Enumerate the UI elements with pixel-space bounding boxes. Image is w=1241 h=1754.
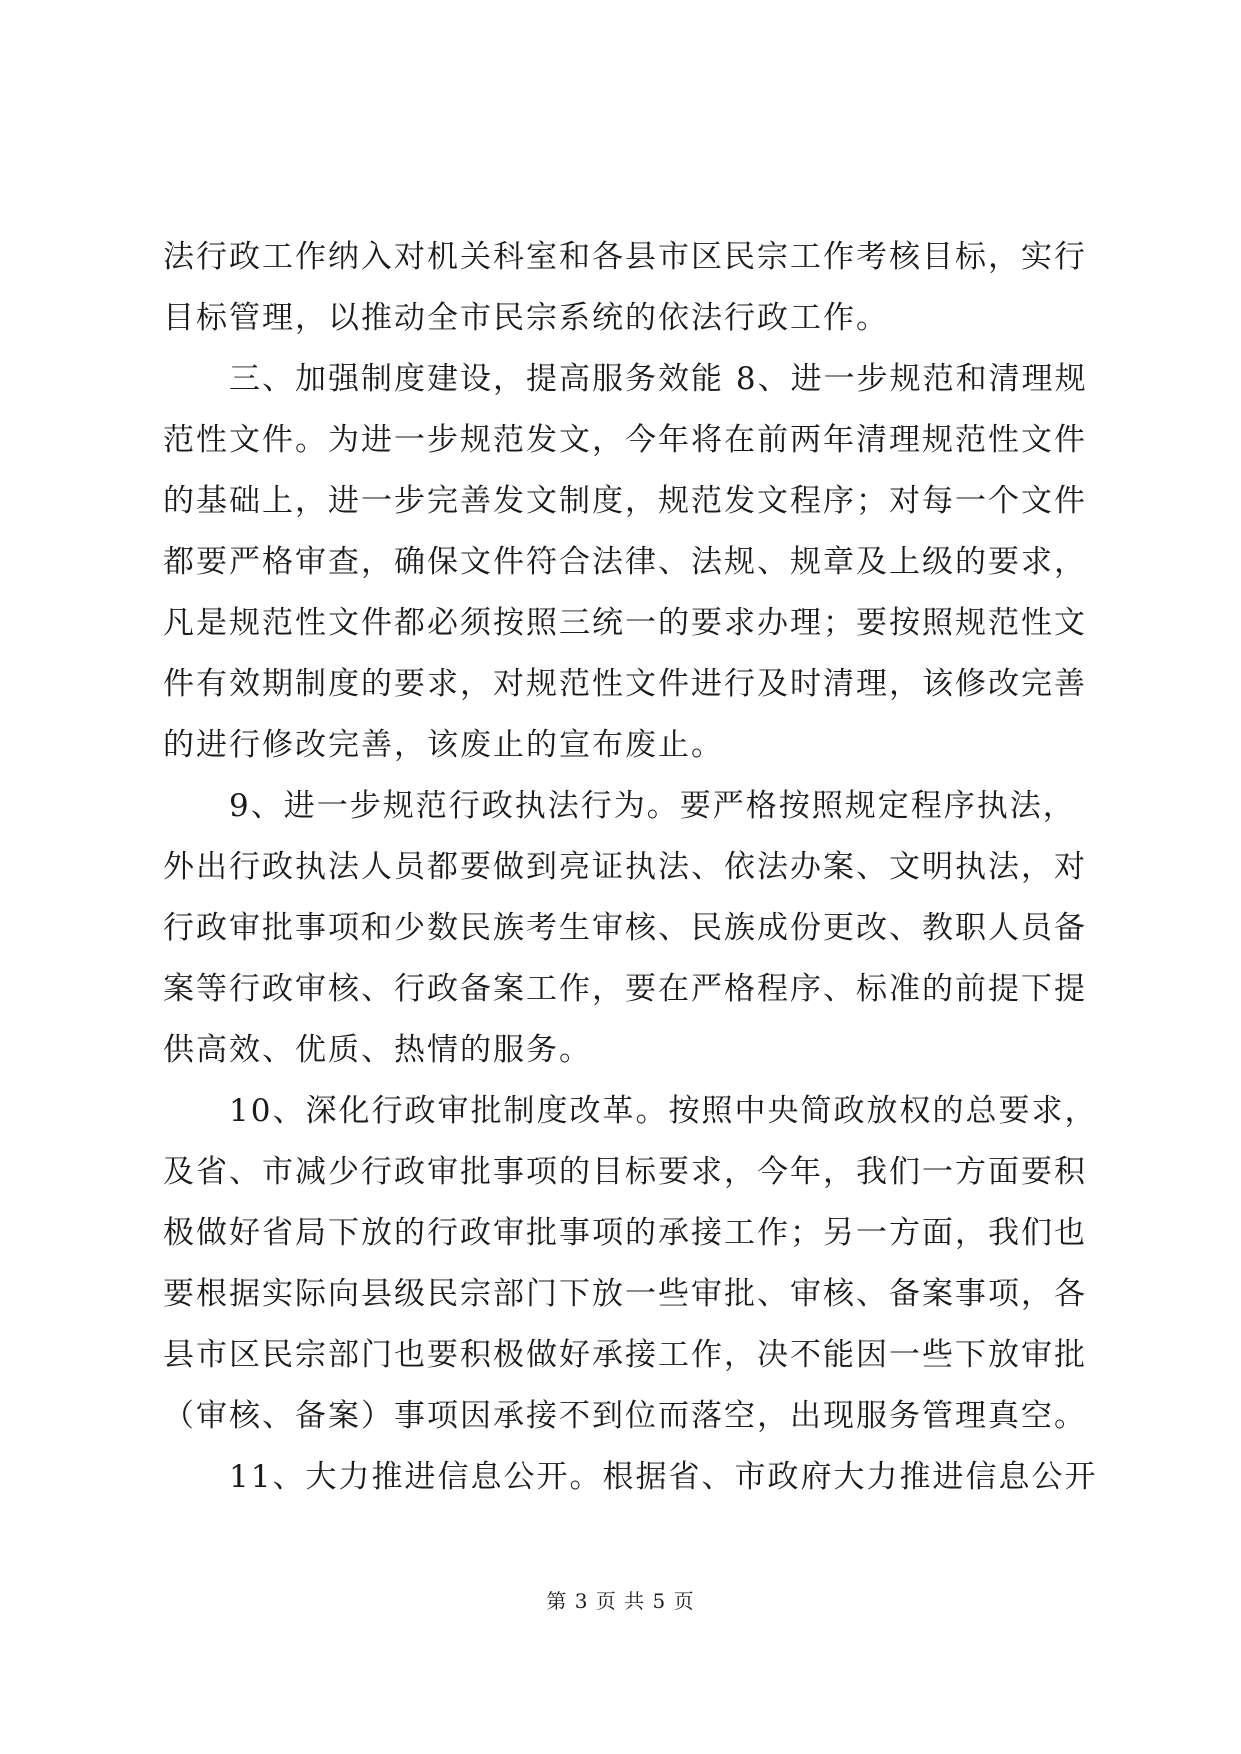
body-text (163, 227, 1103, 1508)
text-line: 凡是规范性文件都必须按照三统一的要求办理；要按照规范性文 (163, 605, 1087, 641)
text-line: 极做好省局下放的行政审批事项的承接工作；另一方面，我们也 (163, 1215, 1087, 1251)
text-line: 要根据实际向县级民宗部门下放一些审批、审核、备案事项，各 (163, 1276, 1087, 1312)
page-footer (0, 1585, 1241, 1614)
text-line: 及省、市减少行政审批事项的目标要求，今年，我们一方面要积 (163, 1154, 1087, 1190)
text-line: 10、深化行政审批制度改革。按照中央简政放权的总要求， (163, 1093, 1098, 1129)
text-line: 的进行修改完善，该废止的宣布废止。 (163, 727, 724, 763)
text-line: 县市区民宗部门也要积极做好承接工作，决不能因一些下放审批 (163, 1337, 1087, 1373)
text-line: 的基础上，进一步完善发文制度，规范发文程序；对每一个文件 (163, 483, 1087, 519)
text-line: 法行政工作纳入对机关科室和各县市区民宗工作考核目标，实行 (163, 239, 1087, 275)
text-line: 9、进一步规范行政执法行为。要严格按照规定程序执法， (163, 788, 1076, 824)
page-number: 第 3 页 共 5 页 (546, 1589, 695, 1613)
text-line: 供高效、优质、热情的服务。 (163, 1032, 592, 1068)
text-line: 三、加强制度建设，提高服务效能 8、进一步规范和清理规 (163, 361, 1088, 397)
text-line: 目标管理，以推动全市民宗系统的依法行政工作。 (163, 300, 889, 336)
text-line: 案等行政审核、行政备案工作，要在严格程序、标准的前提下提 (163, 971, 1087, 1007)
text-line: 件有效期制度的要求，对规范性文件进行及时清理，该修改完善 (163, 666, 1087, 702)
text-line: （审核、备案）事项因承接不到位而落空，出现服务管理真空。 (163, 1398, 1087, 1434)
text-line: 范性文件。为进一步规范发文，今年将在前两年清理规范性文件 (163, 422, 1087, 458)
text-line: 11、大力推进信息公开。根据省、市政府大力推进信息公开 (163, 1459, 1098, 1495)
text-line: 外出行政执法人员都要做到亮证执法、依法办案、文明执法，对 (163, 849, 1087, 885)
text-line: 都要严格审查，确保文件符合法律、法规、规章及上级的要求， (163, 544, 1087, 580)
text-line: 行政审批事项和少数民族考生审核、民族成份更改、教职人员备 (163, 910, 1087, 946)
